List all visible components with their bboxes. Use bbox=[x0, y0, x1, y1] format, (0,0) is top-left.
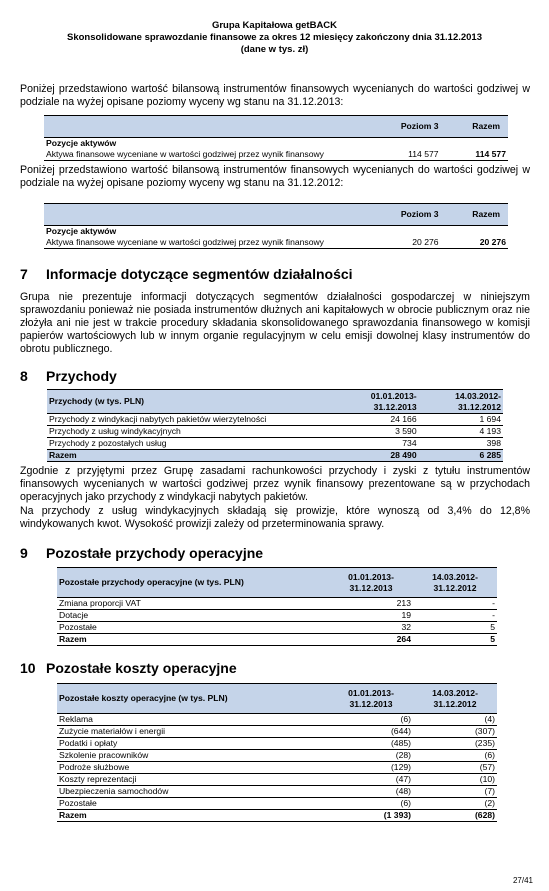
table-row: Dotacje 19 - bbox=[59, 610, 495, 620]
col-2012: 14.03.2012- 31.12.2012 bbox=[413, 568, 497, 598]
revenue-table bbox=[47, 389, 503, 462]
section-number: 8 bbox=[20, 368, 28, 384]
table-row: Podatki i opłaty (485) (235) bbox=[59, 738, 495, 748]
section-number: 9 bbox=[20, 545, 28, 561]
section-7-heading bbox=[20, 266, 353, 282]
table-row: Reklama (6) (4) bbox=[59, 714, 495, 724]
level3-value: 114 577 bbox=[359, 149, 440, 161]
table-row: Koszty reprezentacji (47) (10) bbox=[59, 774, 495, 784]
table-row bbox=[44, 237, 508, 249]
table-row: Przychody z usług windykacyjnych 3 590 4 193 bbox=[49, 426, 501, 436]
table-row: Ubezpieczenia samochodów (48) (7) bbox=[59, 786, 495, 796]
table-row: Zużycie materiałów i energii (644) (307) bbox=[59, 726, 495, 736]
table-row: Zmiana proporcji VAT 213 - bbox=[59, 598, 495, 608]
section-title: Pozostałe koszty operacyjne bbox=[46, 660, 237, 676]
col-level3: Poziom 3 bbox=[359, 116, 440, 138]
col-2012: 14.03.2012- 31.12.2012 bbox=[413, 684, 497, 714]
section-8-heading bbox=[20, 368, 117, 384]
table-label: Przychody (w tys. PLN) bbox=[47, 390, 334, 414]
table-row: Podroże służbowe (129) (57) bbox=[59, 762, 495, 772]
section-label: Pozycje aktywów bbox=[46, 226, 117, 236]
header-company: Grupa Kapitałowa getBACK bbox=[211, 20, 338, 31]
section-title: Przychody bbox=[46, 368, 117, 384]
table-label: Pozostałe przychody operacyjne (w tys. PLN) bbox=[57, 568, 329, 598]
total-value: 20 276 bbox=[441, 237, 508, 249]
table-row: Szkolenie pracowników (28) (6) bbox=[59, 750, 495, 760]
col-2012: 14.03.2012- 31.12.2012 bbox=[419, 390, 503, 414]
col-2013: 01.01.2013- 31.12.2013 bbox=[329, 568, 413, 598]
table-row bbox=[44, 149, 508, 161]
fair-value-2012-table bbox=[44, 203, 508, 249]
table-row: Przychody z windykacji nabytych pakietów wierzytelności 24 166 1 694 bbox=[49, 414, 501, 424]
col-total: Razem bbox=[441, 204, 508, 226]
fair-value-2012-intro: Poniżej przedstawiono wartość bilansową instrumentów finansowych wycenianych do wartości godziwej w podziale na wyżej opisane poziomy wyceny wg stanu na 31.12.2012: bbox=[20, 164, 530, 189]
col-level3: Poziom 3 bbox=[359, 204, 440, 226]
row-label: Aktywa finansowe wyceniane w wartości godziwej przez wynik finansowy bbox=[44, 149, 359, 161]
section-number: 10 bbox=[20, 660, 36, 676]
table-row: Przychody z pozostałych usług 734 398 bbox=[49, 438, 501, 448]
page-header bbox=[0, 20, 549, 56]
col-2013: 01.01.2013- 31.12.2013 bbox=[334, 390, 418, 414]
fair-value-2013-table bbox=[44, 115, 508, 161]
page-number: 27/41 bbox=[512, 876, 533, 885]
fair-value-2013-intro: Poniżej przedstawiono wartość bilansową instrumentów finansowych wycenianych do wartości godziwej w podziale na wyżej opisane poziomy wyceny wg stanu na 31.12.2013: bbox=[20, 83, 530, 108]
other-costs-table bbox=[57, 683, 497, 822]
section-9-heading bbox=[20, 545, 263, 561]
table-row: Pozostałe 32 5 bbox=[59, 622, 495, 632]
col-total: Razem bbox=[441, 116, 508, 138]
header-report-title: Skonsolidowane sprawozdanie finansowe za okres 12 miesięcy zakończony dnia 31.12.2013 bbox=[67, 32, 482, 43]
section-7-text: Grupa nie prezentuje informacji dotyczących segmentów działalności gospodarczej w niniejszym sprawozdaniu ponieważ nie posiada instrumentów dłużnych ani kapitałowych w obrocie publicznym oraz nie złożyła ani nie jest w trakcie procedury składania skonsolidowanego sprawozdania finansowego w komisji papierów wartościowych lub w innym organie regulacyjnym w celu emisji dowolnej klasy instrumentów do obrotu publicznego. bbox=[20, 291, 530, 355]
table-label: Pozostałe koszty operacyjne (w tys. PLN) bbox=[57, 684, 329, 714]
section-8-text-1: Zgodnie z przyjętymi przez Grupę zasadami rachunkowości przychody i zyski z tytułu instrumentów finansowych wycenianych w wartości godziwej przez wynik finansowy prezentowane są w przychodach operacyjnych jako przychody z windykacji nabytych pakietów. bbox=[20, 465, 530, 503]
total-value: 114 577 bbox=[441, 149, 508, 161]
section-title: Pozostałe przychody operacyjne bbox=[46, 545, 264, 561]
table-row: Pozostałe (6) (2) bbox=[59, 798, 495, 808]
header-units: (dane w tys. zł) bbox=[240, 44, 309, 55]
table-total-row: Razem (1 393) (628) bbox=[59, 810, 495, 820]
level3-value: 20 276 bbox=[359, 237, 440, 249]
section-10-heading bbox=[20, 660, 237, 676]
section-8-text-2: Na przychody z usług windykacyjnych składają się prowizje, które wynoszą od 3,4% do 12,8% windykowanych kwot. Wysokość prowizji zależy od przeterminowania sprawy. bbox=[20, 505, 530, 530]
col-2013: 01.01.2013- 31.12.2013 bbox=[329, 684, 413, 714]
section-label: Pozycje aktywów bbox=[46, 138, 117, 148]
table-total-row: Razem 28 490 6 285 bbox=[49, 450, 501, 460]
section-number: 7 bbox=[20, 266, 28, 282]
other-income-table bbox=[57, 567, 497, 646]
section-title: Informacje dotyczące segmentów działalności bbox=[46, 266, 353, 282]
row-label: Aktywa finansowe wyceniane w wartości godziwej przez wynik finansowy bbox=[44, 237, 359, 249]
table-total-row: Razem 264 5 bbox=[59, 634, 495, 644]
